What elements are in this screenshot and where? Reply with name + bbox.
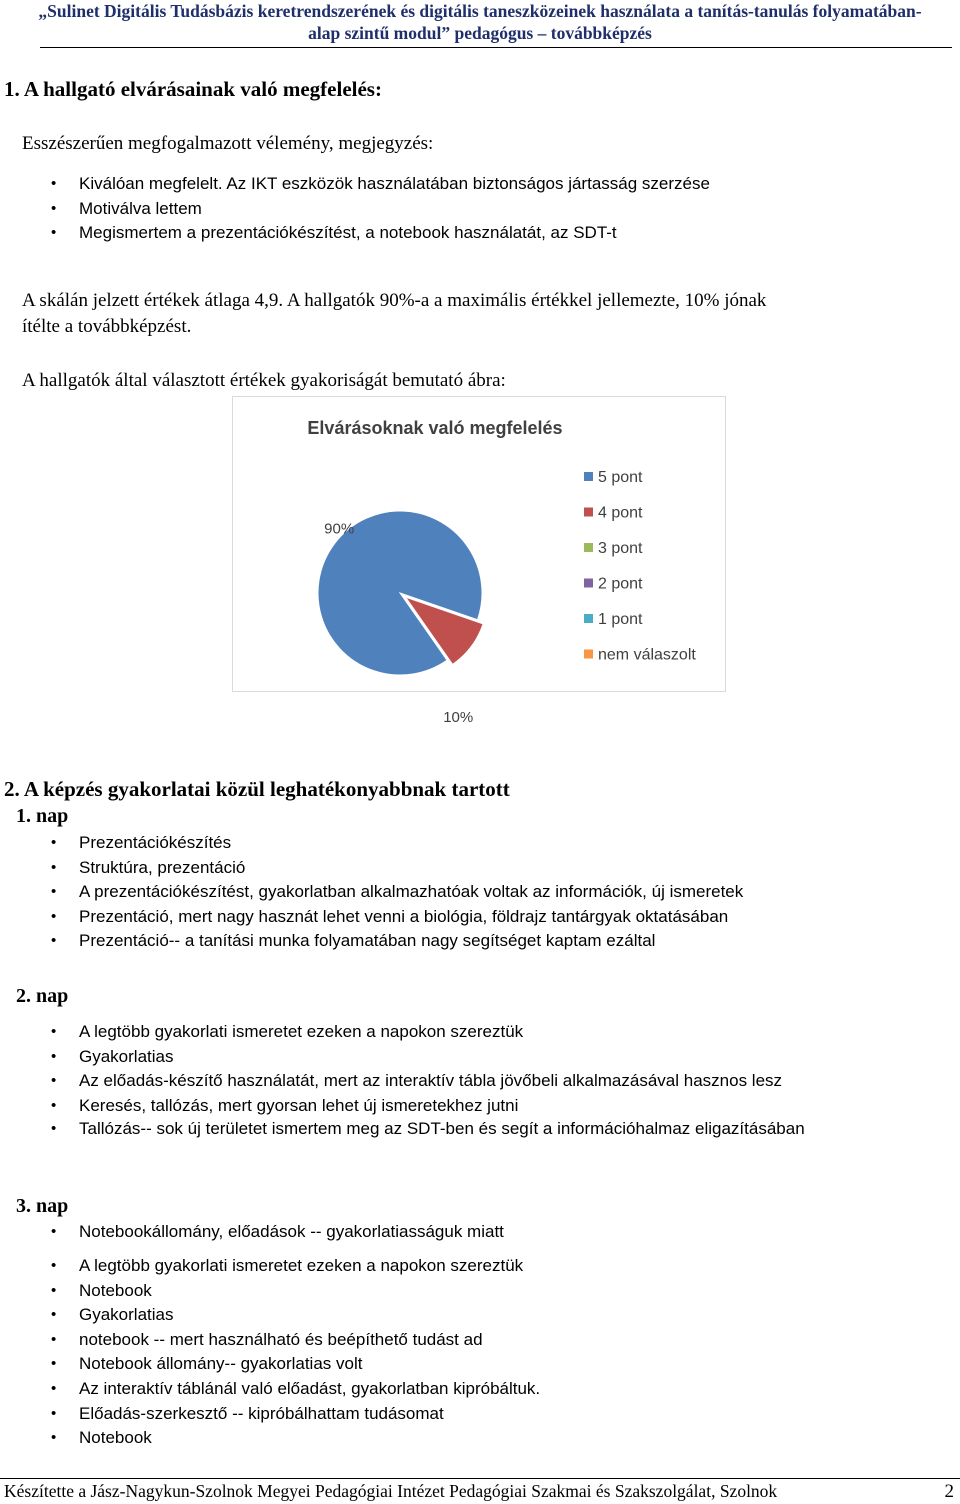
chart-legend [584, 469, 696, 664]
legend-swatch [584, 579, 593, 588]
legend-swatch [584, 472, 593, 481]
legend-label: 1 pont [598, 611, 643, 628]
pie-data-label: 90% [324, 520, 355, 538]
list-item: • Gyakorlatias [0, 1045, 809, 1070]
list-item: • Notebook [0, 1426, 540, 1451]
list-item: • Notebook [0, 1279, 540, 1304]
legend-label: 2 pont [598, 575, 643, 593]
legend-label: 3 pont [598, 540, 643, 557]
legend-label: nem válaszolt [598, 646, 696, 664]
legend-swatch [584, 543, 593, 552]
section1-bullet-list [0, 172, 710, 246]
list-item: • Notebook állomány-- gyakorlatias volt [0, 1352, 540, 1377]
day2-label: 2. nap [16, 985, 69, 1007]
day1-list [0, 831, 743, 954]
page-header [0, 0, 960, 44]
chart-title: Elvárásoknak való megfelelés [307, 418, 563, 438]
header-title-line1: „Sulinet Digitális Tudásbázis keretrendszerének és digitális taneszközeinek használata a tanítás-tanulás folyamatában- [38, 1, 922, 21]
day3-list [0, 1254, 540, 1451]
pie-slice-5-pont [286, 479, 514, 707]
list-item: • Notebookállomány, előadások -- gyakorlatiasságuk miatt [0, 1220, 504, 1245]
section1-summary-line2: ítélte a továbbképzést. [22, 316, 192, 337]
section1-summary-line1: A skálán jelzett értékek átlaga 4,9. A hallgatók 90%-a a maximális értékkel jellemezte, 10% jónak [22, 290, 767, 311]
list-item: • A legtöbb gyakorlati ismeretet ezeken a napokon szereztük [0, 1020, 809, 1045]
list-item: • Megismertem a prezentációkészítést, a notebook használatát, az SDT-t [0, 221, 710, 246]
list-item: • A prezentációkészítést, gyakorlatban alkalmazhatóak voltak az információk, új ismeretek [0, 880, 743, 905]
legend-swatch [584, 650, 593, 659]
list-item: • A legtöbb gyakorlati ismeretet ezeken a napokon szereztük [0, 1254, 540, 1279]
chart-caption: A hallgatók által választott értékek gyakoriságát bemutató ábra: [22, 370, 506, 391]
day2-list [0, 1020, 809, 1140]
legend-label: 5 pont [598, 469, 643, 486]
page-footer: Készítette a Jász-Nagykun-Szolnok Megyei Pedagógiai Intézet Pedagógiai Szakmai és Szakszolgálat, Szolnok [4, 1481, 778, 1501]
list-item: • Prezentációkészítés [0, 831, 743, 856]
list-item: • Prezentáció, mert nagy hasznát lehet venni a biológia, földrajz tantárgyak oktatásában [0, 905, 743, 930]
header-title-line2: alap szintű modul” pedagógus – továbbképzés [308, 23, 652, 43]
day1-label: 1. nap [16, 805, 69, 827]
list-item: • Gyakorlatias [0, 1303, 540, 1328]
list-item: • notebook -- mert használható és beépíthető tudást ad [0, 1328, 540, 1353]
list-item: • Kiválóan megfelelt. Az IKT eszközök használatában biztonságos jártasság szerzése [0, 172, 710, 197]
day3-label: 3. nap [16, 1195, 69, 1217]
header-divider [40, 47, 952, 48]
list-item: • Prezentáció-- a tanítási munka folyamatában nagy segítséget kaptam ezáltal [0, 929, 743, 954]
pie-chart [233, 397, 725, 726]
section2-heading: 2. A képzés gyakorlatai közül leghatékonyabbnak tartott [4, 777, 510, 801]
legend-swatch [584, 508, 593, 517]
footer-divider [0, 1478, 960, 1479]
pie-slices [286, 479, 518, 713]
list-item: • Előadás-szerkesztő -- kipróbálhattam tudásomat [0, 1402, 540, 1427]
list-item: • Struktúra, prezentáció [0, 856, 743, 881]
list-item: • Keresés, tallózás, mert gyorsan lehet új ismeretekhez jutni [0, 1094, 809, 1119]
pie-data-label: 10% [443, 708, 474, 726]
section1-heading: 1. A hallgató elvárásainak való megfelelés: [4, 77, 382, 101]
list-item: • Az előadás-készítő használatát, mert az interaktív tábla jövőbeli alkalmazásával hasznos lesz [0, 1069, 809, 1094]
list-item: • Az interaktív táblánál való előadást, gyakorlatban kipróbáltuk. [0, 1377, 540, 1402]
legend-swatch [584, 614, 593, 623]
legend-label: 4 pont [598, 504, 643, 522]
pie-chart-container [232, 396, 726, 726]
list-item: • Tallózás-- sok új területet ismertem meg az SDT-ben és segít a információhalmaz eligazításában [0, 1118, 809, 1140]
page-number: 2 [944, 1481, 954, 1502]
day3-first-list [0, 1220, 504, 1245]
list-item: • Motiválva lettem [0, 197, 710, 222]
section1-intro: Esszészerűen megfogalmazott vélemény, megjegyzés: [22, 133, 434, 154]
